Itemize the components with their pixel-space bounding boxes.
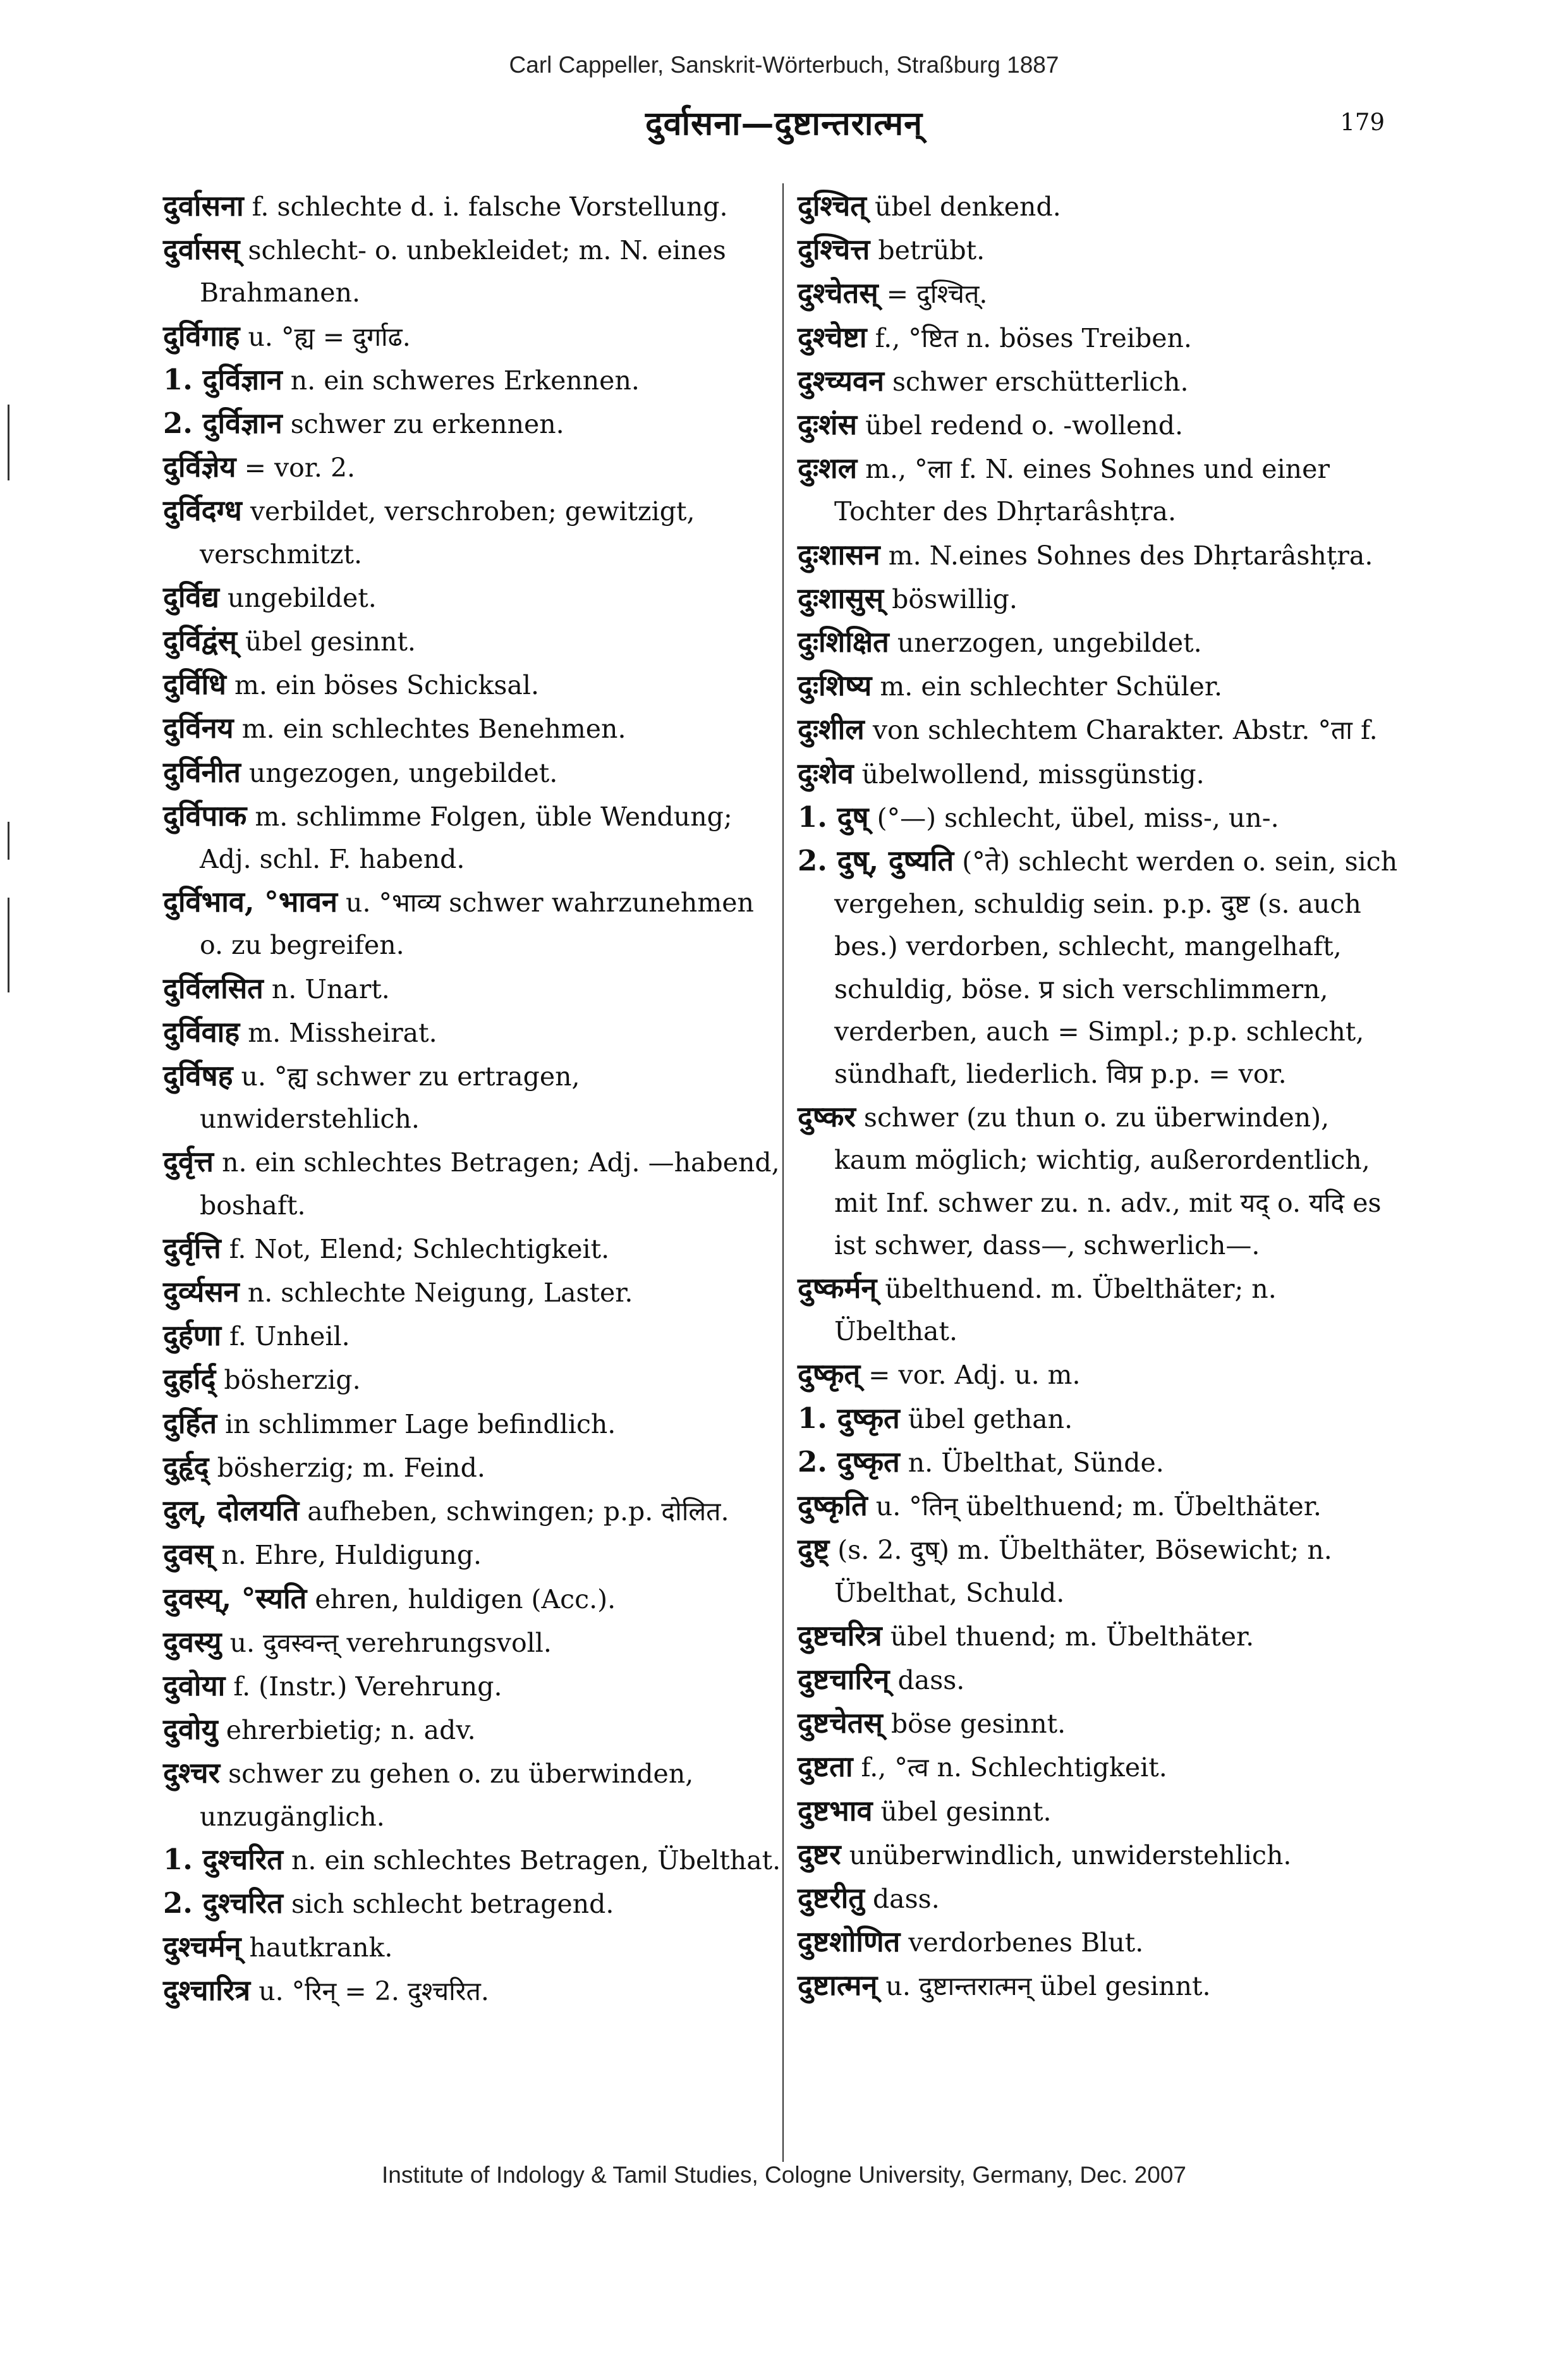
entry-headword: दुष्कृति — [798, 1489, 868, 1523]
entry-headword: दुर्विलसित — [163, 971, 264, 1005]
dictionary-entry — [798, 403, 1404, 447]
dictionary-entry — [163, 1708, 782, 1752]
entry-definition: schlecht- o. unbekleidet; m. N. eines Brahmanen. — [200, 235, 726, 308]
entry-definition: von schlechtem Charakter. Abstr. °ता f. — [872, 715, 1378, 746]
entry-definition: ungezogen, ungebildet. — [248, 757, 558, 788]
entry-definition: m. ein schlechter Schüler. — [880, 671, 1223, 702]
entry-headword: दुर्विनीत — [163, 755, 241, 789]
entry-headword: 1. दुष्कृत — [798, 1401, 900, 1435]
entry-definition: sich schlecht betragend. — [291, 1888, 614, 1919]
entry-headword: दुवोयु — [163, 1712, 218, 1747]
dictionary-entry — [798, 1397, 1404, 1441]
dictionary-entry — [163, 576, 782, 619]
entry-headword: दुष्टात्मन् — [798, 1968, 878, 2003]
dictionary-entry — [163, 358, 782, 402]
entry-definition: f. Not, Elend; Schlechtigkeit. — [229, 1233, 610, 1264]
dictionary-entry — [163, 1011, 782, 1054]
entry-headword: दुःशासुस् — [798, 581, 884, 615]
dictionary-entry — [798, 1095, 1404, 1267]
entry-headword: दुःशील — [798, 712, 865, 747]
entry-definition: böse gesinnt. — [890, 1709, 1066, 1740]
dictionary-entry — [798, 1702, 1404, 1745]
dictionary-entry — [163, 1664, 782, 1708]
right-column — [798, 185, 1404, 2008]
entry-headword: दुर्विभाव, °भावन — [163, 885, 337, 919]
entry-headword: दुर्हित — [163, 1406, 217, 1440]
entry-definition: f. Unheil. — [229, 1321, 350, 1352]
entry-headword: दुर्व्यसन — [163, 1275, 240, 1309]
entry-headword: दुर्विद्वंस् — [163, 624, 237, 658]
dictionary-entry — [798, 796, 1404, 839]
entry-headword: दुष्टशोणित — [798, 1925, 901, 1959]
dictionary-entry — [798, 752, 1404, 796]
entry-definition: böswillig. — [892, 583, 1018, 614]
entry-headword: दुर्विनय — [163, 711, 234, 745]
dictionary-entry — [798, 1877, 1404, 1920]
entry-headword: दुष्टचरित्र — [798, 1618, 882, 1652]
entry-headword: दुर्विज्ञेय — [163, 450, 236, 484]
dictionary-entry — [798, 1790, 1404, 1833]
entry-definition: u. दुष्टान्तरात्मन् übel gesinnt. — [885, 1971, 1211, 2002]
entry-definition: übel gethan. — [908, 1403, 1073, 1434]
entry-definition: (°—) schlecht, übel, miss-, un-. — [877, 802, 1279, 833]
entry-definition: schwer zu erkennen. — [290, 409, 564, 440]
entry-definition: n. schlechte Neigung, Laster. — [247, 1278, 633, 1309]
entry-headword: 1. दुश्चरित — [163, 1842, 283, 1876]
dictionary-entry — [798, 839, 1404, 1095]
entry-definition: schwer zu gehen o. zu überwinden, unzugänglich. — [200, 1759, 694, 1832]
dictionary-entry — [798, 272, 1404, 315]
source-credit: Carl Cappeller, Sanskrit-Wörterbuch, Straßburg 1887 — [509, 52, 1059, 78]
dictionary-entry — [163, 1358, 782, 1401]
dictionary-entry — [798, 1745, 1404, 1789]
entry-definition: ehren, huldigen (Acc.). — [315, 1583, 616, 1614]
dictionary-entry — [163, 1054, 782, 1140]
entry-headword: दुर्विपाक — [163, 798, 247, 833]
dictionary-entry — [163, 1969, 782, 2013]
entry-definition: bösherzig. — [224, 1365, 361, 1396]
entry-definition: (s. 2. दुष्) m. Übelthäter, Bösewicht; n. Übelthat, Schuld. — [834, 1535, 1332, 1608]
dictionary-entry — [798, 447, 1404, 533]
entry-headword: दुवस् — [163, 1537, 214, 1571]
entry-definition: übel redend o. -wollend. — [865, 410, 1184, 441]
dictionary-entry — [163, 619, 782, 663]
page-number: 179 — [1340, 109, 1385, 136]
entry-definition: dass. — [897, 1664, 965, 1695]
entry-definition: = vor. Adj. u. m. — [868, 1360, 1081, 1391]
margin-mark — [8, 405, 9, 480]
dictionary-entry — [798, 577, 1404, 621]
footer-credit: Institute of Indology & Tamil Studies, Cologne University, Germany, Dec. 2007 — [381, 2162, 1186, 2188]
entry-definition: betrübt. — [878, 235, 985, 266]
dictionary-entry — [163, 663, 782, 707]
dictionary-entry — [163, 967, 782, 1011]
dictionary-entry — [163, 1621, 782, 1664]
dictionary-entry — [798, 534, 1404, 577]
entry-definition: m. schlimme Folgen, üble Wendung; Adj. schl. F. habend. — [200, 801, 732, 875]
entry-definition: m. ein böses Schicksal. — [234, 670, 540, 701]
entry-definition: f., °ष्टित n. böses Treiben. — [875, 322, 1192, 353]
entry-definition: übel thuend; m. Übelthäter. — [890, 1621, 1255, 1652]
dictionary-entry — [163, 1314, 782, 1358]
entry-definition: unerzogen, ungebildet. — [897, 628, 1202, 659]
entry-definition: u. °ह्य = दुर्गाढ. — [248, 321, 411, 352]
dictionary-entry — [798, 1267, 1404, 1353]
dictionary-entry — [163, 795, 782, 881]
entry-definition: übel gesinnt. — [880, 1796, 1052, 1827]
entry-headword: दुश्चर्मन् — [163, 1930, 241, 1964]
entry-headword: दुर्विवाह — [163, 1015, 240, 1049]
entry-definition: u. °भाव्य schwer wahrzunehmen o. zu begreifen. — [200, 888, 754, 961]
dictionary-entry — [798, 664, 1404, 708]
entry-definition: übel denkend. — [874, 192, 1061, 222]
entry-definition: (°ते) schlecht werden o. sein, sich vergehen, schuldig sein. p.p. दुष्ट (s. auch bes.) verdorben, schlecht, mangelhaft, schuldig, böse. प्र sich verschlimmern, verderben, auch = Simpl.; p.p. schlecht, sündhaft, liederlich. विप्र p.p. = vor. — [834, 846, 1398, 1090]
entry-definition: n. Ehre, Huldigung. — [221, 1540, 482, 1571]
entry-definition: f. schlechte d. i. falsche Vorstellung. — [252, 192, 728, 222]
dictionary-entry — [163, 1838, 782, 1882]
entry-headword: दुष्टचारिन् — [798, 1662, 890, 1696]
entry-definition: n. ein schlechtes Betragen, Übelthat. — [291, 1845, 781, 1876]
dictionary-entry — [798, 1353, 1404, 1396]
entry-definition: schwer erschütterlich. — [892, 366, 1189, 397]
entry-headword: दुःशल — [798, 451, 858, 485]
entry-headword: दुःशासन — [798, 537, 880, 571]
entry-headword: दुर्विदग्ध — [163, 494, 242, 528]
dictionary-entry — [163, 402, 782, 446]
entry-definition: m. ein schlechtes Benehmen. — [241, 714, 626, 745]
entry-headword: दुःशिक्षित — [798, 625, 889, 659]
entry-headword: दुर्हृद् — [163, 1449, 209, 1484]
entry-headword: 2. दुष्कृत — [798, 1444, 900, 1479]
entry-headword: दुष्ट् — [798, 1532, 830, 1566]
dictionary-entry — [163, 446, 782, 489]
entry-headword: दुष्टरीतु — [798, 1881, 865, 1915]
dictionary-entry — [163, 707, 782, 750]
dictionary-entry — [163, 751, 782, 795]
entry-headword: दुष्कर्मन् — [798, 1271, 877, 1305]
dictionary-entry — [798, 1658, 1404, 1702]
entry-definition: dass. — [872, 1883, 940, 1914]
entry-definition: übelwollend, missgünstig. — [861, 759, 1205, 790]
entry-headword: दुर्विगाह — [163, 319, 240, 353]
running-head: दुर्वासना—दुष्टान्तरात्मन् — [645, 104, 923, 143]
entry-headword: दुर्वासस् — [163, 233, 240, 267]
dictionary-entry — [798, 1833, 1404, 1877]
entry-definition: = दुश्चित्. — [886, 279, 988, 310]
entry-headword: दुवोया — [163, 1668, 226, 1702]
dictionary-entry — [163, 1227, 782, 1271]
dictionary-entry — [798, 1964, 1404, 2008]
entry-definition: unüberwindlich, unwiderstehlich. — [849, 1839, 1292, 1870]
dictionary-entry — [163, 228, 782, 314]
dictionary-entry — [798, 1484, 1404, 1528]
entry-headword: दुवस्यु — [163, 1625, 222, 1659]
entry-definition: n. ein schlechtes Betragen; Adj. —habend, boshaft. — [200, 1147, 780, 1221]
entry-headword: दुष्टचेतस् — [798, 1706, 883, 1740]
entry-definition: ehrerbietig; n. adv. — [226, 1715, 476, 1746]
dictionary-entry — [163, 1489, 782, 1533]
dictionary-entry — [163, 185, 782, 228]
entry-headword: दुःशेव — [798, 756, 854, 790]
entry-definition: übel gesinnt. — [245, 626, 416, 657]
entry-definition: = vor. 2. — [244, 453, 356, 484]
entry-headword: दुर्हणा — [163, 1319, 221, 1353]
entry-definition: verbildet, verschroben; gewitzigt, verschmitzt. — [200, 496, 695, 570]
entry-definition: u. °रिन् = 2. दुश्चरित. — [258, 1976, 489, 2007]
entry-definition: u. °ह्य schwer zu ertragen, unwiderstehlich. — [200, 1061, 580, 1135]
dictionary-entry — [798, 1441, 1404, 1484]
entry-headword: 1. दुष् — [798, 800, 869, 834]
entry-definition: bösherzig; m. Feind. — [217, 1452, 485, 1483]
left-column — [163, 185, 782, 2013]
entry-headword: दुर्विधि — [163, 668, 226, 702]
dictionary-entry — [798, 360, 1404, 403]
entry-definition: in schlimmer Lage befindlich. — [225, 1408, 616, 1439]
entry-headword: दुर्हार्द् — [163, 1362, 216, 1396]
entry-headword: दुःशिष्य — [798, 669, 872, 703]
dictionary-entry — [798, 1920, 1404, 1964]
entry-headword: दुश्च्यवन — [798, 363, 884, 398]
dictionary-entry — [163, 1882, 782, 1925]
entry-definition: f. (Instr.) Verehrung. — [233, 1671, 502, 1702]
dictionary-entry — [163, 1577, 782, 1621]
entry-headword: दुश्चेष्टा — [798, 320, 867, 354]
entry-headword: दुष्टभाव — [798, 1793, 873, 1827]
entry-headword: दुश्चेतस् — [798, 276, 878, 310]
entry-headword: दुष्टता — [798, 1750, 853, 1784]
dictionary-entry — [163, 1271, 782, 1314]
entry-headword: 2. दुष्, दुष्यति — [798, 844, 954, 878]
entry-headword: दुल्, दोलयति — [163, 1494, 300, 1528]
entry-headword: दुष्कृत् — [798, 1357, 861, 1391]
dictionary-entry — [163, 1446, 782, 1489]
entry-definition: n. ein schweres Erkennen. — [290, 365, 640, 396]
dictionary-entry — [163, 1925, 782, 1969]
entry-headword: दुष्टर — [798, 1837, 841, 1871]
entry-definition: u. °तिन् übelthuend; m. Übelthäter. — [875, 1491, 1322, 1522]
dictionary-entry — [163, 489, 782, 575]
dictionary-entry — [163, 315, 782, 358]
entry-definition: n. Unart. — [271, 973, 390, 1004]
margin-mark — [8, 822, 9, 860]
entry-headword: दुर्वृत्त — [163, 1145, 214, 1179]
entry-headword: दुश्चित्त — [798, 233, 870, 267]
dictionary-entry — [798, 228, 1404, 272]
entry-headword: 2. दुश्चरित — [163, 1886, 283, 1920]
dictionary-entry — [798, 316, 1404, 360]
dictionary-entry — [798, 1614, 1404, 1658]
entry-definition: aufheben, schwingen; p.p. दोलित. — [307, 1496, 729, 1527]
entry-definition: schwer (zu thun o. zu überwinden), kaum möglich; wichtig, außerordentlich, mit Inf. schwer zu. n. adv., mit यद् o. यदि es ist schwer, dass—, schwerlich—. — [834, 1102, 1382, 1260]
entry-headword: दुर्विषह — [163, 1059, 233, 1093]
entry-definition: ungebildet. — [227, 582, 377, 613]
column-divider — [782, 183, 784, 2162]
entry-headword: दुर्वासना — [163, 189, 244, 223]
entry-headword: दुश्चारित्र — [163, 1974, 251, 2008]
entry-definition: m. Missheirat. — [248, 1017, 437, 1048]
entry-definition: m. N.eines Sohnes des Dhṛtarâshṭra. — [888, 540, 1373, 571]
entry-definition: m., °ला f. N. eines Sohnes und einer Tochter des Dhṛtarâshṭra. — [834, 454, 1330, 527]
entry-headword: दुर्वृत्ति — [163, 1231, 221, 1265]
dictionary-entry — [163, 881, 782, 967]
margin-mark — [8, 898, 9, 992]
entry-definition: verdorbenes Blut. — [908, 1927, 1144, 1958]
entry-definition: f., °त्व n. Schlechtigkeit. — [861, 1752, 1167, 1783]
dictionary-entry — [163, 1752, 782, 1838]
entry-headword: दुःशंस — [798, 408, 858, 442]
entry-definition: u. दुवस्वन्त् verehrungsvoll. — [229, 1627, 552, 1658]
entry-definition: n. Übelthat, Sünde. — [908, 1447, 1164, 1478]
entry-headword: 1. दुर्विज्ञान — [163, 362, 283, 396]
entry-headword: दुर्विद्य — [163, 580, 219, 614]
dictionary-entry — [798, 1528, 1404, 1614]
entry-definition: übelthuend. m. Übelthäter; n. Übelthat. — [834, 1274, 1277, 1347]
dictionary-entry — [798, 708, 1404, 752]
entry-headword: दुष्कर — [798, 1100, 856, 1134]
entry-headword: दुवस्य्, °स्यति — [163, 1581, 307, 1615]
entry-headword: दुश्चित् — [798, 189, 866, 223]
entry-definition: hautkrank. — [249, 1932, 393, 1963]
dictionary-entry — [798, 621, 1404, 664]
entry-headword: 2. दुर्विज्ञान — [163, 406, 283, 441]
dictionary-entry — [163, 1140, 782, 1226]
dictionary-entry — [798, 185, 1404, 228]
dictionary-entry — [163, 1402, 782, 1446]
entry-headword: दुश्चर — [163, 1756, 221, 1790]
dictionary-entry — [163, 1533, 782, 1577]
